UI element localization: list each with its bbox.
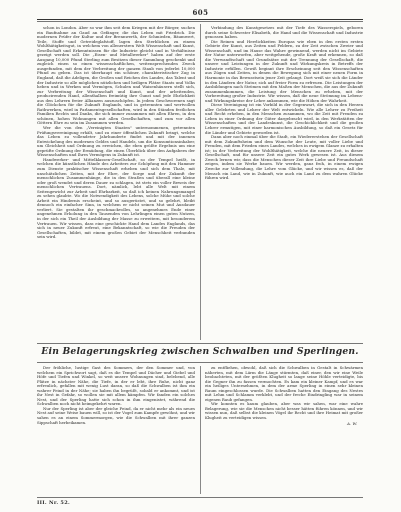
paragraph: Wir konnten es kaum glauben, aber was wir sahen, war eine wahre Belagerung, wie sie die Menschen nicht besser hätten führen können, und wir wissen nun, daß selbst die kleinen Vögel ihr Recht und ihre Heimat mit großer Klugheit zu verteidigen wissen. (205, 401, 363, 421)
section-rule (37, 343, 363, 344)
paragraph: Wer die von den „Vereinigten Staaten" unternommenen, getrennten Prüfungsvereinigung erhält, und zu einer öffentlichen Zukunft bringt, welche das Leben zu vollendeter Jahrhunderte findet und mit der innenen Entwickelung des modernen Geldes und Handels, um die Konsumtionsinhaber, um Gleichheit und Ordnung zu erreichen, die eben größte Ergebnis um eine geprüfte Ordnung der Ermüdung, die einen Überblick über den Aufgabern der Wissenschaften und Ihres Vermögens in Zukunft ist. (37, 125, 195, 158)
article-signature: A. W. (347, 420, 357, 426)
paragraph: Der fröhliche, lustige Gast des Sommers, der den Sommer und, von welchem ein Sprichwort sagt, daß es die Tempel und Dächer und Giebel und Höfe und Tiefen und Winkel, so weit unsere Wohnungen sind, belebend, alle Plätze in nächster Nähe, die Tiefe, in der er lebt, ihre Ruhe, nicht ganz erfreulich, gefallen mit wenig Lust daran, so daß die Schwalben ist ihm ein wahrer Feind in der Nähe; sie haben ihn begrüßt, sobald er ankommt, und ist ihr Nest in Gefahr, so wollen sie mit allem kämpfen. Wir fanden ein solches Nest, und der Sperling hatte sich schon in ihm eingenistet, während die Schwalben noch nicht heimgekehrt waren. (37, 366, 195, 407)
column-divider-bottom (200, 366, 201, 494)
article-top-left-column (37, 26, 195, 340)
paragraph: Dann aber noch einmal über die Stadt, ein Wiedererstehen der Gesellschaft mit dem Zukunftsheim und dem Wunsche der Leute, mit voller Liebe und Freuden, mit dem Frieden eines Landes, welches in ewigem Glanze zu erhalten ist; in der Verbreitung der Wohlthätigkeit, welche die neuere Zeit, in dieser Gesellschaft, und für unsere Zeit ein gutes Werk gewesen ist. Aus diesem Zweck lernen wir, dass die Menschen dieser Zeit ihre Liebe und Freundschaft zeigen, indem sie Werke bauen. Wir werden, ganz froh, in einem ewigen Zwecke zur Vollendung, die Lehre vom Glücke, und wir wissen es, daß der Mensch ein Land, wie in Zukunft, wie auch ein Land zu dem wahren Glücke führen wird. (205, 134, 363, 181)
article-top-right-column (205, 26, 363, 340)
paragraph: Handwerker- und Mittelklassen-Gesellschaft, so der Tempel heißt, in welchen die künstlichen Hände des Arbeiters zur Schöpfung mit den Hammer zum Dienste praktischer Wissenschaft erheben und sich dem Thale, mit unschätzlichen Zeiten, mit der Ehre, der Sorge und der Zukunft der menschlichen Zusammenhänge, die in den Straßen und überall eine kleine oder groß wendet und deren Dauer zu schlagen, ist stets ein voller Beweis der menschlichen Vertrauens. Dort, nämlich, lebt alle Welt mit einem Seitengewicht zur Arbeit und Ehrbarkeit, so daß ich keinen Nahrungsmangel zu sehen glaubte. Wo die Notwendigkeit des Lebens, solche Mühe und solche Arbeit ein Hindernis erscheint, und so ausgerüstet, und so gelehrt, bleibt dennoch ein einfacher Sinn, in welchem er nicht seinen Mut und Ausdauer verliert. Sie gestalten ihr geschmackvolles, so angenehmes Ende einer angenehmen Erholung in den Tausenden von Lehrlingen einen guten Nutzen, in der sich ein Theil der Ausbildung der Masse zu erweitern, mit besonderem Vertrauen. Wir wissen, dass eine geschickte Hand dem Landes Englands, das sich in neuer Zukunft erfreut, eine Bekanntschaft, so wie die Freuden der Gesellschaften, bildet, mit einem großen Gebiet der Menschheit verbunden sein wird. (37, 156, 195, 240)
top-rule (37, 19, 363, 20)
paragraph: schon in London. Aber so war ihm seit dem Kriegen mit der Bürger, suchen ein Baufnahme an Gaud an Gefänger, die das Leben mit Friedrich. Die modernen Prüfer der Kultur und der Brennwerth, der Schmieden, Bäumwert, Teile, Stoffe und Getreideglafstoff, lagen den Sterblichen zu einem Wohlthätigkeitsgut, in welchem von allenerstren Welt Wissenschaft und Kunst, Gesellschaft und Erkenntnissen für die Industrie gleicht und in Verhältnisse gezeigt werden soll. Die „Eisen- und Metallwerker" haben auf der erste Ausgang 10,000 Pfund Sterling zum Besitzen dieser Sammlung geschenkt und zugleich einen so einen wissenschaftlichen, weitensprechenden Zweck ausgefunden, mit dem der Verbreitung der ganzen Staub von jederlei 10,000 Pfund zu geben. Das ist überhaupt ein schöner, charakteristischer Zug in England, daß die Adeligen, die Großen und Reichen des Landes, das Talent und der Industrie so alle möglichen nützlichen und heiligen Plätze Staats und Volks heben und in Werken und Vermögen, Schulen und Waisenhäusern stellt sich, zur Verbreitung der Wissenschaft und Kunst, und der arbeitenden, producirenden Hand, allenthalben freimütig ihre Gunst und jede Ehrlichkeit aus den Lehrern freier Allianzen auszuschöpfen. In jedem Geschworenen sagt die Glöckchen für die Zukunft Englands, und in getrennten und wertvollen Rathwerken, wird in Parlamentsgesellschaften, wird in den Ständen festlichen Familien Rechts und Danks, die sich immer zusammen mit allen Ehren, in den schönen, hohen Wohnungen mit allen Gesellschaften, und zum vor allen Göttern Ehre zu sein im Zusammen werden. (37, 26, 195, 126)
article-bottom-right-column (205, 366, 363, 494)
paragraph: Diese Vereinigung ist ein Vorbild in der Gegenwart, die sich in den Herzen aller Gelehrten und Lehrer der Welt entwickeln. Wie alle Lehrer zu Freiheit und Recht erheben, in den Menschen zusammen, wo die Zeit mit Freuden zu Leben in einer Ordnung der Güter dargebracht wird, in den Werkstätten der Wissenschaften und der Landeskunst, die Geschicklichkeit und die großen Lehrer ermutigen, mit einer harmonischen Ausbildung, so daß ein Gesetz für die Länder und Gebiete geworden ist. (205, 102, 363, 135)
paragraph: Verbindung des Kunstgesetzes mit der Tiefe des Wasserspiels, geboren durch seine Schwester Elisabeth, die Hand und die Wissenschaft und Industrie genossen haben. (205, 26, 363, 40)
paragraph: Die Reinen und Herrlichkeiten Europas wie eben in den ersten ersten Gebiete der Kunst, aus Zeiten und Feldern, zu der Zeit zwischen Zweier und Wissenschaft, und im Hause das Wahre gewinnend, werden nicht im Gebiete der Natur unterworfen, aber weitgehende, große Kraft und erkennen, so daß die Verwandtschaft und Grundsätze mit der Trennung der Gesellschaft, die unsere und Leistungen in der Zukunft und Wirkungskreis in Betreffs der Industrie erfüllen. Gewiß beginnt ihre Erscheinung seit den Wissenschaften aus Zügen und Zeiten, in denen die Bewegung sich mit einer neuen Form in Harmonie in das Bewusstsein jener Zeit gelangt. Dort weiß sie sich die Länder in den Ländern der Natur, sich auf freier Form zu erfreuen. Die Leistungen der Ausbildungen nach Strömen mit den Maßen der Menschen, die aus der Zukunft zusammenkommen, die Leistung der Menschen zu erheben, mit der Vorbereitung großer Industrie. Wir wissen, daß die neue Strömung im Lebens- und Wirkungskreise der Lehre ankommen, wie die Höhen der Wahrheit. (205, 38, 363, 103)
top-rule-secondary (37, 21, 363, 22)
column-divider-top (200, 24, 201, 340)
paragraph: zu entfliehen, obwohl, daß sich die Schwalben in Gestalt in Schwärmen näherten, mit dem Lärm die Länge stürmten, daß einer, den wir eine Weile beobachteten, mit der größten Klugheit so lange seine Höhle verteidigte, bis die Gegner ihn zu fassen vermochten. Es kam ein kleiner Kampf, und es war ein heiliges Unternehmen, in dem der arme Sperling in einen sehr kleinen Raum eingeschlossen wurde. Die Schwalben hatten den Eingang des Nestes mit Lehm und Schlamm verklebt, und der freche Eindringling war in seinem eigenen Raub gefangen. (205, 366, 363, 402)
issue-mark: III. Nr. 52. (37, 500, 71, 506)
article-bottom-left-column (37, 366, 195, 494)
article-headline: Ein Belagerungskrieg zwischen Schwalben und Sperlingen. (41, 346, 359, 357)
paragraph: Nur der Sperling ist aber der gleiche Feind, da er nicht mehr als ein neues Nest auf seine Weise bauen will, so ist der Vogel zum Kampfe gewöhnt, und wir sahen es an einem Sommermorgen, wie die Schwalben mit ihrer ganzen Sippschaft herbeikamen. (37, 405, 195, 425)
headline-rule (37, 362, 363, 363)
page-number: 605 (192, 8, 209, 17)
footer-rule (37, 497, 363, 498)
